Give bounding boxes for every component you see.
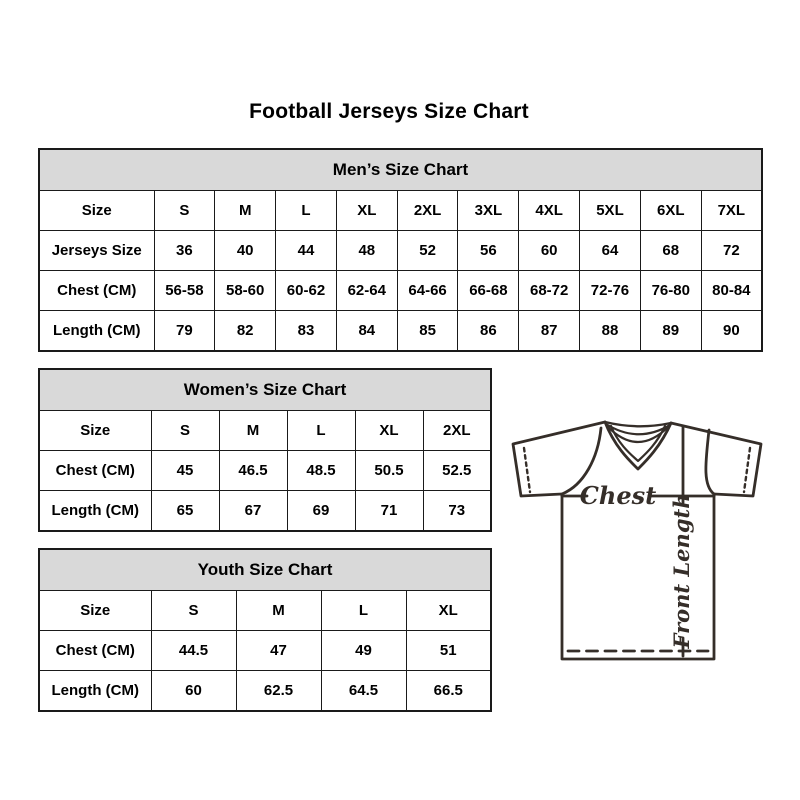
youth-size-table [38,548,492,712]
table-row [39,591,491,631]
front-length-label: Front Length [669,493,694,649]
value-cell: 60-62 [276,271,337,311]
table-row [39,631,491,671]
row-label: Length (CM) [39,491,151,532]
table-section-title: Women’s Size Chart [39,369,491,411]
table-row [39,491,491,532]
value-cell: 71 [355,491,423,532]
row-label: Length (CM) [39,671,151,712]
value-cell: 4XL [519,191,580,231]
mens-size-table [38,148,763,352]
value-cell: 66-68 [458,271,519,311]
value-cell: 64 [580,231,641,271]
value-cell: M [215,191,276,231]
value-cell: 36 [154,231,215,271]
value-cell: 56 [458,231,519,271]
table-section-header [39,549,491,591]
jersey-measurement-diagram [505,410,775,672]
value-cell: 47 [236,631,321,671]
table-row [39,311,762,352]
cuff-dashed-line-right [744,448,750,492]
value-cell: 79 [154,311,215,352]
value-cell: 44 [276,231,337,271]
row-label: Size [39,191,154,231]
value-cell: 73 [423,491,491,532]
value-cell: 72 [701,231,762,271]
value-cell: S [151,591,236,631]
armhole-seam-right [706,430,714,494]
row-label: Length (CM) [39,311,154,352]
value-cell: 6XL [640,191,701,231]
value-cell: 44.5 [151,631,236,671]
value-cell: 82 [215,311,276,352]
value-cell: S [151,411,219,451]
row-label: Chest (CM) [39,271,154,311]
value-cell: 50.5 [355,451,423,491]
value-cell: 2XL [397,191,458,231]
value-cell: 45 [151,451,219,491]
value-cell: 86 [458,311,519,352]
table-section-header [39,369,491,411]
value-cell: 49 [321,631,406,671]
chest-label: Chest [579,481,657,510]
value-cell: 68 [640,231,701,271]
jersey-outline [513,422,761,659]
value-cell: 68-72 [519,271,580,311]
value-cell: 46.5 [219,451,287,491]
value-cell: 58-60 [215,271,276,311]
value-cell: M [236,591,321,631]
page-title: Football Jerseys Size Chart [249,100,529,123]
value-cell: 89 [640,311,701,352]
row-label: Size [39,411,151,451]
value-cell: 52.5 [423,451,491,491]
value-cell: 90 [701,311,762,352]
value-cell: 72-76 [580,271,641,311]
value-cell: 52 [397,231,458,271]
value-cell: 62-64 [336,271,397,311]
value-cell: 85 [397,311,458,352]
value-cell: 80-84 [701,271,762,311]
row-label: Chest (CM) [39,631,151,671]
value-cell: 88 [580,311,641,352]
value-cell: 7XL [701,191,762,231]
value-cell: 62.5 [236,671,321,712]
table-row [39,191,762,231]
value-cell: 56-58 [154,271,215,311]
value-cell: 48.5 [287,451,355,491]
value-cell: XL [355,411,423,451]
table-section-header [39,149,762,191]
table-section-title: Men’s Size Chart [39,149,762,191]
value-cell: 65 [151,491,219,532]
table-row [39,671,491,712]
value-cell: 48 [336,231,397,271]
value-cell: 64.5 [321,671,406,712]
value-cell: 2XL [423,411,491,451]
table-row [39,451,491,491]
value-cell: 67 [219,491,287,532]
value-cell: L [321,591,406,631]
value-cell: 64-66 [397,271,458,311]
value-cell: 51 [406,631,491,671]
cuff-dashed-line-left [524,448,530,492]
value-cell: 84 [336,311,397,352]
row-label: Jerseys Size [39,231,154,271]
value-cell: 83 [276,311,337,352]
value-cell: S [154,191,215,231]
row-label: Size [39,591,151,631]
table-row [39,231,762,271]
value-cell: L [276,191,337,231]
value-cell: 87 [519,311,580,352]
value-cell: XL [406,591,491,631]
value-cell: 40 [215,231,276,271]
value-cell: 60 [519,231,580,271]
table-row [39,411,491,451]
table-section-title: Youth Size Chart [39,549,491,591]
value-cell: 5XL [580,191,641,231]
womens-size-table [38,368,492,532]
value-cell: XL [336,191,397,231]
value-cell: L [287,411,355,451]
collar-back-line [605,422,671,426]
value-cell: 66.5 [406,671,491,712]
row-label: Chest (CM) [39,451,151,491]
value-cell: M [219,411,287,451]
table-row [39,271,762,311]
value-cell: 60 [151,671,236,712]
value-cell: 3XL [458,191,519,231]
value-cell: 76-80 [640,271,701,311]
value-cell: 69 [287,491,355,532]
